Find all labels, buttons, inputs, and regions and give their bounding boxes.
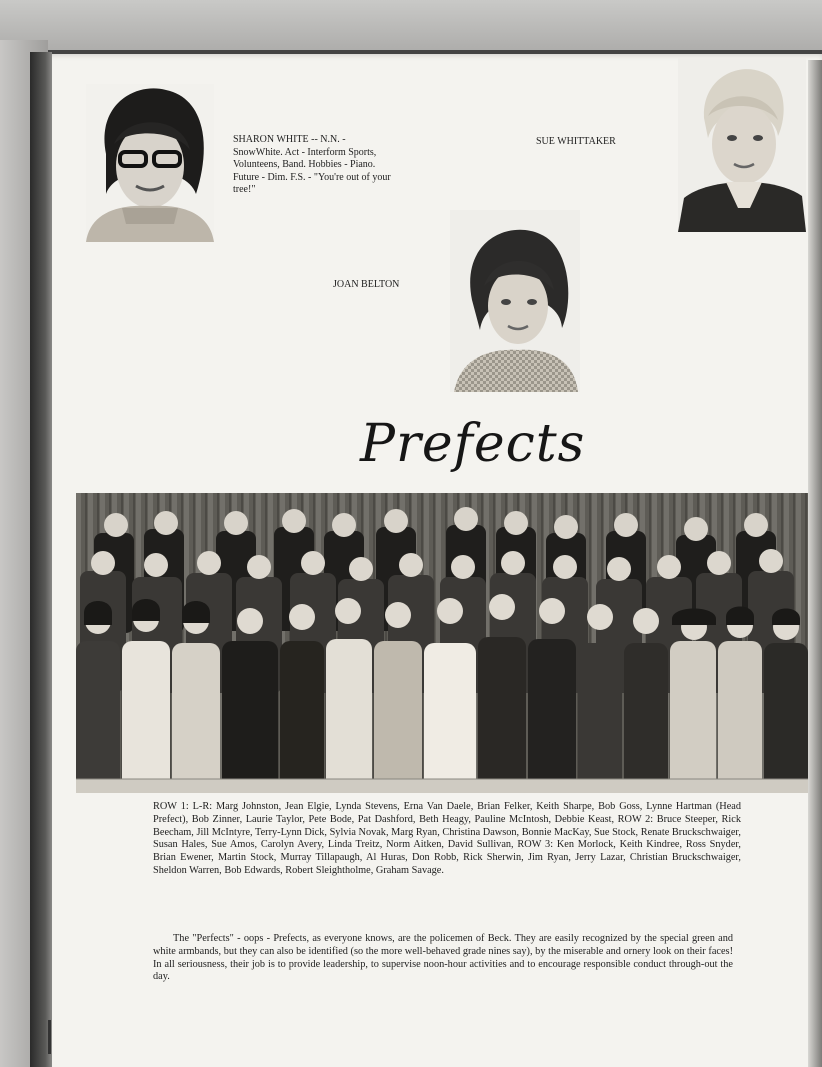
- group-roster: ROW 1: L-R: Marg Johnston, Jean Elgie, Lynda Stevens, Erna Van Daele, Brian Felker, Keith Sharpe, Bob Goss, Lynne Hartman (Head Prefect), Bob Zinner, Laurie Taylor, Pete Bode, Pat Dashford, Beth Heagy, Pauline McIntosh, Debbie Keast, ROW 2: Bruce Steeper, Rick Beecham, Jill McIntyre, Terry-Lynn Dick, Sylvia Novak, Marg Ryan, Christina Dawson, Bonnie MacKay, Sue Stock, Renate Bruckschwaiger, Susan Hales, Sue Amos, Carolyn Avery, Linda Treitz, Norm Aitken, David Sullivan, ROW 3: Ken Morlock, Keith Kindree, Ross Snyder, Brian Ewener, Martin Stock, Murray Tillapaugh, Al Huras, Don Robb, Rick Sherwin, Jim Ryan, Jerry Lazar, Christian Bruckschwaiger, Sheldon Warren, Bob Edwards, Robert Sleightholme, Graham Savage.: [153, 801, 741, 876]
- portrait-photo: [678, 58, 806, 232]
- group-photo-prefects: [76, 493, 808, 793]
- book-spine: [30, 52, 52, 1067]
- portrait-joan-belton: [450, 210, 580, 392]
- page-right-shadow: [808, 60, 822, 1067]
- name-joan-belton: JOAN BELTON: [333, 279, 400, 290]
- caption-sharon-white: SHARON WHITE -- N.N. - SnowWhite. Act - Interform Sports, Volunteens, Band. Hobbies - Piano. Future - Dim. F.S. - "You're out of your tree!": [233, 134, 391, 195]
- binding-mark: [48, 1020, 51, 1054]
- portrait-sue-whittaker: [678, 58, 806, 232]
- prefects-description: The "Perfects" - oops - Prefects, as everyone knows, are the policemen of Beck. They are easily recognized by the special green and white armbands, but they can also be identified (so the more well-behaved grade nines say), by the miserable and ornery look on their faces! In all seriousness, their job is to provide leadership, to supervise noon-hour activities and to encourage responsible conduct through-out the day.: [153, 933, 733, 983]
- section-title: Prefects: [360, 414, 586, 474]
- portrait-sharon-white: [86, 84, 214, 242]
- page-top-edge: [48, 50, 822, 54]
- group-photo-image: [76, 493, 808, 793]
- name-sue-whittaker: SUE WHITTAKER: [536, 136, 616, 147]
- portrait-photo: [86, 84, 214, 242]
- portrait-photo: [450, 210, 580, 392]
